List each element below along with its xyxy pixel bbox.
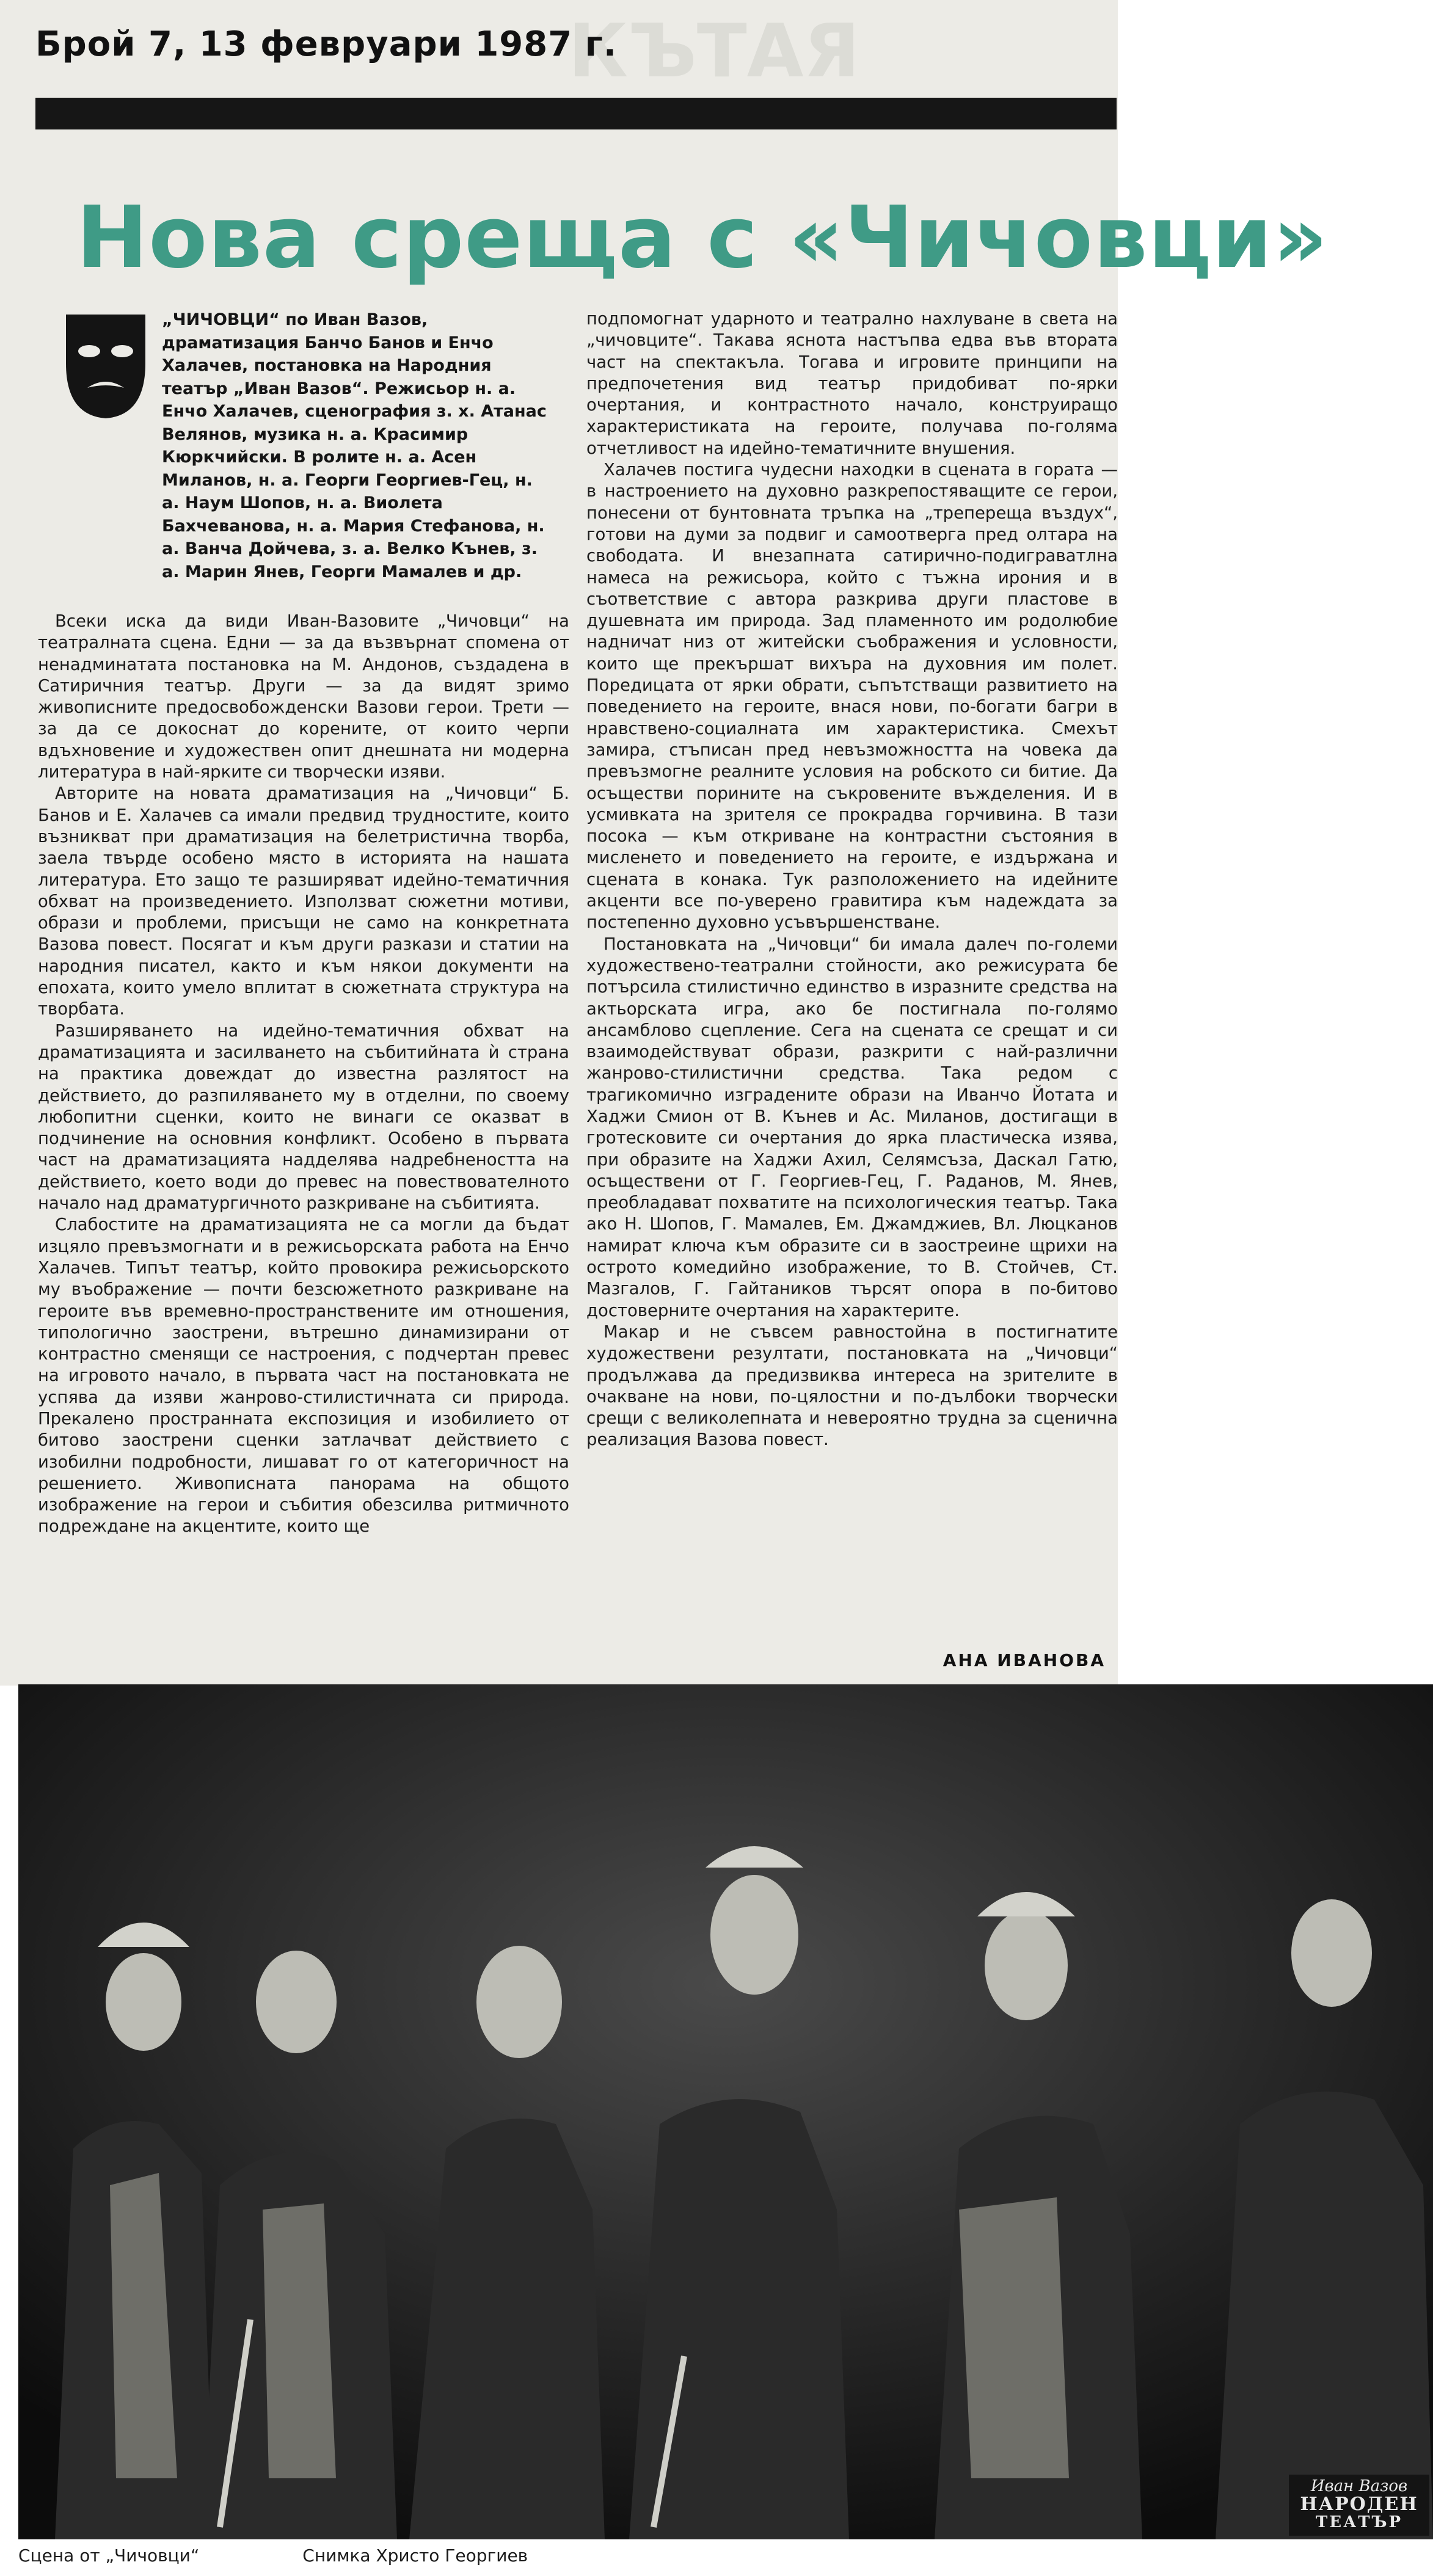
article-paragraph: Постановката на „Чичовци“ би имала далеч по-големи художествено-театрални стойности, ако режисурата бе потърсила стилистично единство в изразните средства на актьорската игра, ако бе постигнала по-голямо ансамблово сцепление. Сега на сцената се срещат и си взаимодействуват образи, разкрити с най-различни жанрово-стилистични средства. Така редом с трагикомично изградените образи на Иванчо Йотата и Хаджи Смион от В. Кънев и Ас. Миланов, достигащи в гротесковите си очертания до ярка пластическа изява, при образите на Хаджи Ахил, Селямсъза, Даскал Гатю, осъществени от Г. Георгиев-Гец, Г. Раданов, М. Янев, преобладават похватите на психологическия театър. Така ако Н. Шопов, Г. Мамалев, Ем. Джамджиев, Вл. Люцканов намират ключа към образите си в заостреине щрихи на острото комедийно изображение, то В. Стойчев, Ст. Мазгалов, Г. Гайтаников търсят опора в по-битово достоверните очертания на характерите. bbox=[586, 934, 1118, 1320]
author-signature: АНА ИВАНОВА bbox=[943, 1650, 1106, 1670]
article-headline: Нова среща с «Чичовци» bbox=[76, 188, 1329, 288]
article-paragraph: Разширяването на идейно-тематичния обхват на драматизацията и засилването на събитийната ѝ страна на практика довеждат до известна разлятост на действието, до разпиляването му в отделни, по своему любопитни сценки, които не винаги се оказват в подчинение на основния конфликт. Особено в първата част на драматизацията надделява надребнеността на действието, което води до превес на повествователното начало над драматургичното разкриване на събитията. bbox=[38, 1021, 569, 1213]
header-rule bbox=[35, 98, 1117, 129]
caption-text: Сцена от „Чичовци“ bbox=[18, 2545, 200, 2566]
article-column-right bbox=[586, 308, 1118, 1451]
article-paragraph: Халачев постига чудесни находки в сцената в гората — в настроението на духовно разкрепостяващите се герои, понесени от бунтовната тръпка на „трепереща въздух“, готови на думи за подвиг и самоотверга пред олтара на свободата. И внезапната сатирично-подиграватлна намеса на режисьора, който с тъжна ирония и в съответствие с автора разкрива други пластове в душевната им природа. Зад пламенното им родолюбие надничат низ от житейски съображения и условности, които ще прекършат вихъра на духовния им полет. Поредицата от ярки обрати, съпътстващи развитието на поведението на героите, внася нови, по-богати багри в нравствено-социалната им характеристика. Смехът замира, стъписан пред невъзможността на човека да превъзмогне реалните условия на робското си битие. Да осъществи порините на съкровените въжделения. И в усмивката на зрителя се прокрадва горчивина. В тази посока — към откриване на контрастни състояния в мисленето и поведението на героите, е издържана и сцената в конака. Тук разположението на идейните акценти все по-уверено гравитира към надеждата за постепенно духовно усъвършенстване. bbox=[586, 460, 1118, 933]
masthead-fragment: КЪТАЯ bbox=[568, 9, 860, 94]
stamp-line1: НАРОДЕН bbox=[1300, 2494, 1418, 2515]
photo-credit: Снимка Христо Георгиев bbox=[302, 2545, 528, 2566]
production-credits: „ЧИЧОВЦИ“ по Иван Вазов, драматизация Банчо Банов и Енчо Халачев, постановка на Народния театър „Иван Вазов“. Режисьор н. а. Енчо Халачев, сценография з. х. Атанас Велянов, музика н. а. Красимир Кюркчийски. В ролите н. а. Асен Миланов, н. а. Георги Георгиев-Гец, н. а. Наум Шопов, н. а. Виолета Бахчеванова, н. а. Мария Стефанова, н. а. Ванча Дойчева, з. а. Велко Кънев, з. а. Марин Янев, Георги Мамалев и др. bbox=[162, 310, 547, 581]
issue-dateline: Брой 7, 13 февруари 1987 г. bbox=[35, 24, 618, 64]
article-paragraph: подпомогнат ударното и театрално нахлуване в света на „чичовците“. Такава яснота настъпва едва във втората част на спектакъла. Тогава и игровите принципи на предпочетения вид театър придобиват по-ярки очертания, и контрастното начало, конструиращо характеристиката на героите, получава по-голяма отчетливост на идейно-тематичните внушения. bbox=[586, 309, 1118, 458]
archive-stamp bbox=[1289, 2475, 1429, 2536]
photo-caption bbox=[18, 2545, 935, 2566]
article-paragraph: Всеки иска да види Иван-Вазовите „Чичовци“ на театралната сцена. Едни — за да възвърнат спомена от ненадминатата постановка на М. Андонов, създадена в Сатиричния театър. Други — за да видят зримо живописните предосвобожденски Вазови герои. Трети — за да се докоснат до корените, от които черпи вдъхновение и художествен опит днешната ни модерна литература в най-ярките си творчески изяви. bbox=[38, 611, 569, 782]
theatre-mask-icon bbox=[60, 308, 151, 421]
article-paragraph: Авторите на новата драматизация на „Чичовци“ Б. Банов и Е. Халачев са имали предвид трудностите, които възникват при драматизация на белетристична творба, заела твърде особено място в историята на нашата литература. Ето защо те разширяват идейно-тематичния обхват на произведението. Използват сюжетни мотиви, образи и проблеми, присъщи не само на конкретната Вазова повест. Посягат и към други разкази и статии на народния писател, както и към някои документи на епохата, които умело вплитат в сюжетната структура на творбата. bbox=[38, 784, 569, 1019]
article-paragraph: Слабостите на драматизацията не са могли да бъдат изцяло превъзмогнати и в режисьорската работа на Енчо Халачев. Типът театър, който провокира режисьорското му въображение — почти безсюжетното разкриване на героите във времевно-пространствените им отношения, типологично заострени, вътрешно динамизирани от контрастно сменящи се настроения, с подчертан превес на игровото начало, в първата част на постановката не успява да изяви жанрово-стилистичната си природа. Прекалено пространната експозиция и изобилието от битово заострени сценки затлачват действието с изобилни подробности, лишават го от категоричност на решението. Живописната панорама на общото изображение на герои и събития обезсилва ритмичното подреждане на акцентите, които ще bbox=[38, 1215, 569, 1537]
article-paragraph: Макар и не съвсем равностойна в постигнатите художествени резултати, постановката на „Чичовци“ продължава да предизвиква интереса на зрителите в очакване на нови, по-цялостни и по-дълбоки творчески срещи с великолепната и невероятно трудна за сценична реализация Вазова повест. bbox=[586, 1322, 1118, 1450]
article-column-left bbox=[38, 611, 569, 1538]
stamp-signature: Иван Вазов bbox=[1310, 2477, 1408, 2495]
stage-photo bbox=[18, 1684, 1433, 2539]
stamp-line2: ТЕАТЪР bbox=[1315, 2513, 1403, 2531]
